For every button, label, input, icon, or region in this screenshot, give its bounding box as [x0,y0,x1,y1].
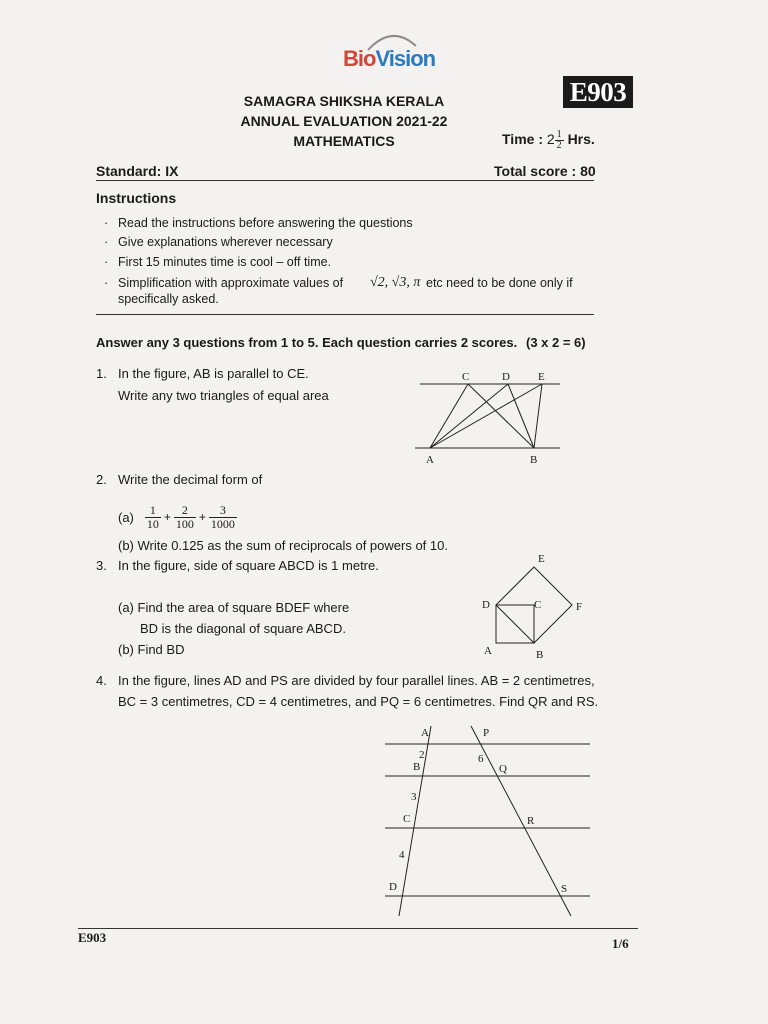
q3-part-a-cont: BD is the diagonal of square ABCD. [140,621,346,636]
label-c: C [534,599,542,611]
instruction-text: First 15 minutes time is cool – off time. [118,255,332,269]
label-a: A [484,645,492,657]
segment-bc [468,384,534,448]
q1-text: Write any two triangles of equal area [118,388,329,403]
instruction-item: · First 15 minutes time is cool – off time. [104,255,332,269]
label-d: D [502,371,510,383]
q1-text: In the figure, AB is parallel to CE. [118,366,309,381]
time-num: 1 [556,129,562,140]
label-d: D [482,599,490,611]
label-ab-length: 2 [419,749,425,761]
segment-ac [430,384,468,448]
header-line1: SAMAGRA SHIKSHA KERALA [243,93,445,109]
numerator: 3 [209,504,237,518]
fraction [145,504,161,531]
time-den: 2 [556,140,562,151]
header-line2: ANNUAL EVALUATION 2021-22 [240,113,448,129]
instructions-rule [96,314,594,315]
instruction-text: etc need to be done only if [426,276,573,290]
footer-rule [78,928,638,929]
time-fraction [555,130,564,151]
instructions-title: Instructions [96,190,177,206]
q4-text: In the figure, lines AD and PS are divided by four parallel lines. AB = 2 centimetres, [118,673,595,688]
section-heading: Answer any 3 questions from 1 to 5. Each question carries 2 scores. [96,335,518,350]
label-a: A [426,454,434,466]
label-b: B [530,454,538,466]
header-rule [96,180,594,181]
plus-sign: + [198,510,206,524]
q3-number: 3. [96,558,107,573]
q2-part-a [118,497,237,537]
q4-text: BC = 3 centimetres, CD = 4 centimetres, and PQ = 6 centimetres. Find QR and RS. [118,694,599,709]
fraction [174,504,196,531]
q2-text: Write the decimal form of [118,472,263,487]
numerator: 1 [145,504,161,518]
label-f: F [576,601,583,613]
paper-code-badge: E903 [563,76,633,108]
footer-code: E903 [78,930,107,945]
denominator: 100 [175,516,194,531]
q1-number: 1. [96,366,107,381]
label-r: R [527,815,535,827]
header-subject: MATHEMATICS [293,133,395,149]
total-score: Total score : 80 [494,163,596,179]
segment-ad [430,384,508,448]
label-b: B [536,649,544,661]
label-a: A [421,727,429,739]
label-e: E [538,553,545,565]
q4-number: 4. [96,673,107,688]
label-d: D [389,881,397,893]
page-number: 1/6 [612,936,629,951]
label-p: P [483,727,490,739]
label-s: S [561,883,568,895]
label-b: B [413,761,421,773]
time-allowed [502,130,595,151]
instruction-text: Give explanations wherever necessary [118,235,333,249]
transversal-ps [471,726,571,916]
instruction-item: · Read the instructions before answering the questions [104,216,413,230]
section-marks: (3 x 2 = 6) [526,335,586,350]
q2-number: 2. [96,472,107,487]
time-unit: Hrs. [567,131,595,148]
radicals-expression: √2, √3, π [370,275,421,290]
label-e: E [538,371,545,383]
label-c: C [462,371,470,383]
segment-ae [430,384,542,448]
plus-sign: + [163,510,171,524]
q3-figure [476,548,588,662]
label-q: Q [499,763,507,775]
logo-part-vision: Vision [375,46,436,71]
instruction-item: · Simplification with approximate values of [104,276,344,290]
instruction-text: Read the instructions before answering the questions [118,216,413,230]
segment-bd [508,384,534,448]
numerator: 2 [174,504,196,518]
biovision-logo [340,28,440,76]
denominator: 10 [146,516,159,531]
q3-text: In the figure, side of square ABCD is 1 metre. [118,558,379,573]
label-bc-length: 3 [411,791,417,803]
q4-figure [375,720,600,920]
time-whole: 2 [546,131,555,148]
segment-be [534,384,542,448]
label-cd-length: 4 [399,849,405,861]
logo-text [343,46,435,72]
logo-part-bio: Bio [343,46,376,71]
q2-part-b: (b) Write 0.125 as the sum of reciprocals of powers of 10. [118,538,448,553]
label-pq-length: 6 [478,753,484,765]
standard-label: Standard: IX [96,163,179,179]
q1-figure [410,366,570,466]
time-label: Time : [502,131,543,148]
instruction-text: specifically asked. [118,292,219,306]
instruction-text: Simplification with approximate values of [118,276,344,290]
denominator: 1000 [210,516,235,531]
q3-part-b: (b) Find BD [118,642,185,657]
q2-a-label: (a) [118,509,134,525]
q3-part-a: (a) Find the area of square BDEF where [118,600,350,615]
label-c: C [403,813,411,825]
fraction [209,504,237,531]
instruction-item: · Give explanations wherever necessary [104,235,333,249]
